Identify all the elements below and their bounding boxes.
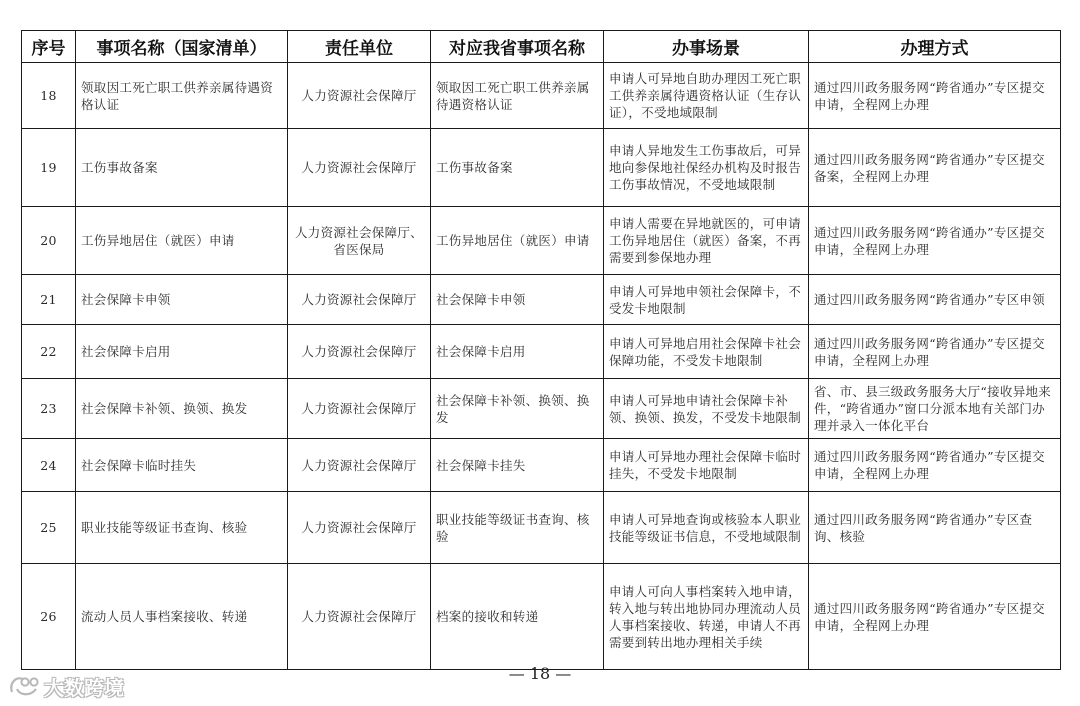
cell-unit: 人力资源社会保障厅: [288, 63, 431, 129]
cell-local-name: 职业技能等级证书查询、核验: [431, 492, 604, 564]
table-row: [22, 492, 1061, 564]
header-item-name: 事项名称（国家清单）: [76, 31, 288, 63]
cell-unit: 人力资源社会保障厅: [288, 325, 431, 379]
cell-item-name: 工伤异地居住（就医）申请: [76, 207, 288, 275]
cell-method: 通过四川政务服务网“跨省通办”专区提交申请，全程网上办理: [809, 63, 1061, 129]
cell-unit: 人力资源社会保障厅: [288, 439, 431, 492]
cell-local-name: 档案的接收和转递: [431, 564, 604, 670]
watermark: [8, 672, 124, 700]
cell-item-name: 社会保障卡启用: [76, 325, 288, 379]
cell-method: 通过四川政务服务网“跨省通办”专区提交申请，全程网上办理: [809, 207, 1061, 275]
cell-num: 22: [22, 325, 76, 379]
cell-num: 24: [22, 439, 76, 492]
table-row: [22, 129, 1061, 207]
cell-local-name: 领取因工死亡职工供养亲属待遇资格认证: [431, 63, 604, 129]
table-row: [22, 439, 1061, 492]
cell-scenario: 申请人需要在异地就医的，可申请工伤异地居住（就医）备案，不再需要到参保地办理: [604, 207, 809, 275]
table-header-row: [22, 31, 1061, 63]
cell-num: 23: [22, 379, 76, 439]
cell-unit: 人力资源社会保障厅: [288, 564, 431, 670]
cell-local-name: 工伤事故备案: [431, 129, 604, 207]
cell-item-name: 工伤事故备案: [76, 129, 288, 207]
cell-unit: 人力资源社会保障厅: [288, 275, 431, 325]
cell-scenario: 申请人可向人事档案转入地申请，转入地与转出地协同办理流动人员人事档案接收、转递，申请人不再需要到转出地办理相关手续: [604, 564, 809, 670]
cell-method: 通过四川政务服务网“跨省通办”专区提交申请，全程网上办理: [809, 325, 1061, 379]
cell-scenario: 申请人可异地办理社会保障卡临时挂失，不受发卡地限制: [604, 439, 809, 492]
cell-unit: 人力资源社会保障厅: [288, 492, 431, 564]
header-scenario: 办事场景: [604, 31, 809, 63]
cell-item-name: 领取因工死亡职工供养亲属待遇资格认证: [76, 63, 288, 129]
table-row: [22, 63, 1061, 129]
cell-num: 19: [22, 129, 76, 207]
cell-scenario: 申请人可异地自助办理因工死亡职工供养亲属待遇资格认证（生存认证），不受地域限制: [604, 63, 809, 129]
watermark-text: 大数跨境: [44, 675, 124, 700]
header-responsible-unit: 责任单位: [288, 31, 431, 63]
cell-num: 26: [22, 564, 76, 670]
table-row: [22, 379, 1061, 439]
cell-scenario: 申请人异地发生工伤事故后，可异地向参保地社保经办机构及时报告工伤事故情况，不受地域限制: [604, 129, 809, 207]
cell-scenario: 申请人可异地申领社会保障卡，不受发卡地限制: [604, 275, 809, 325]
cell-item-name: 社会保障卡补领、换领、换发: [76, 379, 288, 439]
cell-item-name: 社会保障卡临时挂失: [76, 439, 288, 492]
cell-unit: 人力资源社会保障厅: [288, 129, 431, 207]
cell-item-name: 职业技能等级证书查询、核验: [76, 492, 288, 564]
header-local-item-name: 对应我省事项名称: [431, 31, 604, 63]
cell-item-name: 流动人员人事档案接收、转递: [76, 564, 288, 670]
header-num: 序号: [22, 31, 76, 63]
cell-scenario: 申请人可异地启用社会保障卡社会保障功能，不受发卡地限制: [604, 325, 809, 379]
service-items-table: [21, 30, 1061, 670]
brand-logo-icon: [8, 673, 42, 699]
cell-local-name: 社会保障卡挂失: [431, 439, 604, 492]
table-row: [22, 564, 1061, 670]
cell-method: 通过四川政务服务网“跨省通办”专区查询、核验: [809, 492, 1061, 564]
cell-num: 20: [22, 207, 76, 275]
page-number: — 18 —: [508, 664, 572, 683]
cell-local-name: 社会保障卡启用: [431, 325, 604, 379]
table-row: [22, 325, 1061, 379]
header-method: 办理方式: [809, 31, 1061, 63]
table-row: [22, 275, 1061, 325]
table-row: [22, 207, 1061, 275]
cell-num: 25: [22, 492, 76, 564]
cell-unit: 人力资源社会保障厅、省医保局: [288, 207, 431, 275]
cell-local-name: 社会保障卡补领、换领、换发: [431, 379, 604, 439]
cell-scenario: 申请人可异地查询或核验本人职业技能等级证书信息，不受地域限制: [604, 492, 809, 564]
cell-method: 通过四川政务服务网“跨省通办”专区申领: [809, 275, 1061, 325]
cell-method: 通过四川政务服务网“跨省通办”专区提交备案，全程网上办理: [809, 129, 1061, 207]
cell-method: 省、市、县三级政务服务大厅“接收异地来件，“跨省通办”窗口分派本地有关部门办理并录入一体化平台: [809, 379, 1061, 439]
cell-num: 18: [22, 63, 76, 129]
cell-num: 21: [22, 275, 76, 325]
cell-scenario: 申请人可异地申请社会保障卡补领、换领、换发，不受发卡地限制: [604, 379, 809, 439]
cell-unit: 人力资源社会保障厅: [288, 379, 431, 439]
cell-local-name: 工伤异地居住（就医）申请: [431, 207, 604, 275]
cell-method: 通过四川政务服务网“跨省通办”专区提交申请，全程网上办理: [809, 439, 1061, 492]
cell-local-name: 社会保障卡申领: [431, 275, 604, 325]
cell-method: 通过四川政务服务网“跨省通办”专区提交申请，全程网上办理: [809, 564, 1061, 670]
cell-item-name: 社会保障卡申领: [76, 275, 288, 325]
